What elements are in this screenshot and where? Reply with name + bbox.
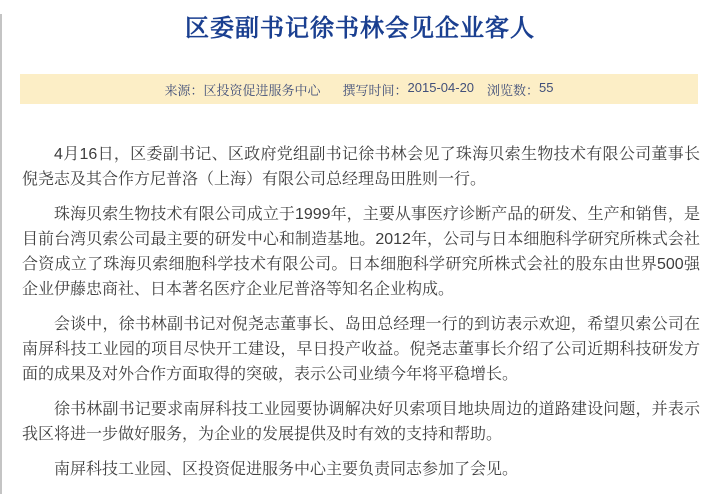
- meta-views-value: 55: [539, 79, 554, 95]
- meta-source-value: 区投资促进服务中心: [203, 82, 321, 98]
- paragraph-2: 珠海贝索生物技术有限公司成立于1999年，主要从事医疗诊断产品的研发、生产和销售，是目前台湾贝索公司最主要的研发中心和制造基地。2012年，公司与日本细胞科学研究所株式会社合资成立了珠海贝索细胞科学技术有限公司。日本细胞科学研究所株式会社的股东由世界500强企业伊藤忠商社、日本著名医疗企业尼普洛等知名企业构成。: [22, 206, 700, 298]
- meta-view-count: [487, 80, 553, 99]
- meta-source-label: 来源：: [164, 82, 204, 98]
- meta-bar: [20, 74, 698, 104]
- article-body: [2, 104, 718, 482]
- meta-write-time: [343, 80, 475, 99]
- meta-time-value: 2015-04-20: [407, 79, 475, 95]
- paragraph-1: 4月16日，区委副书记、区政府党组副书记徐书林会见了珠海贝索生物技术有限公司董事长倪尧志及其合作方尼普洛（上海）有限公司总经理岛田胜则一行。: [22, 146, 700, 188]
- article-page: [0, 14, 718, 494]
- page-title: 区委副书记徐书林会见企业客人: [185, 16, 535, 42]
- meta-time-label: 撰写时间：: [342, 82, 408, 98]
- paragraph-5: 南屏科技工业园、区投资促进服务中心主要负责同志参加了会见。: [54, 461, 519, 478]
- paragraph-3: 会谈中，徐书林副书记对倪尧志董事长、岛田总经理一行的到访表示欢迎，希望贝索公司在南屏科技工业园的项目尽快开工建设，早日投产收益。倪尧志董事长介绍了公司近期科技研发方面的成果及对外合作方面取得的突破，表示公司业绩今年将平稳增长。: [22, 316, 700, 383]
- paragraph-4: 徐书林副书记要求南屏科技工业园要协调解决好贝索项目地块周边的道路建设问题，并表示我区将进一步做好服务，为企业的发展提供及时有效的支持和帮助。: [22, 401, 700, 443]
- meta-source: [164, 80, 320, 99]
- meta-views-label: 浏览数：: [487, 82, 540, 98]
